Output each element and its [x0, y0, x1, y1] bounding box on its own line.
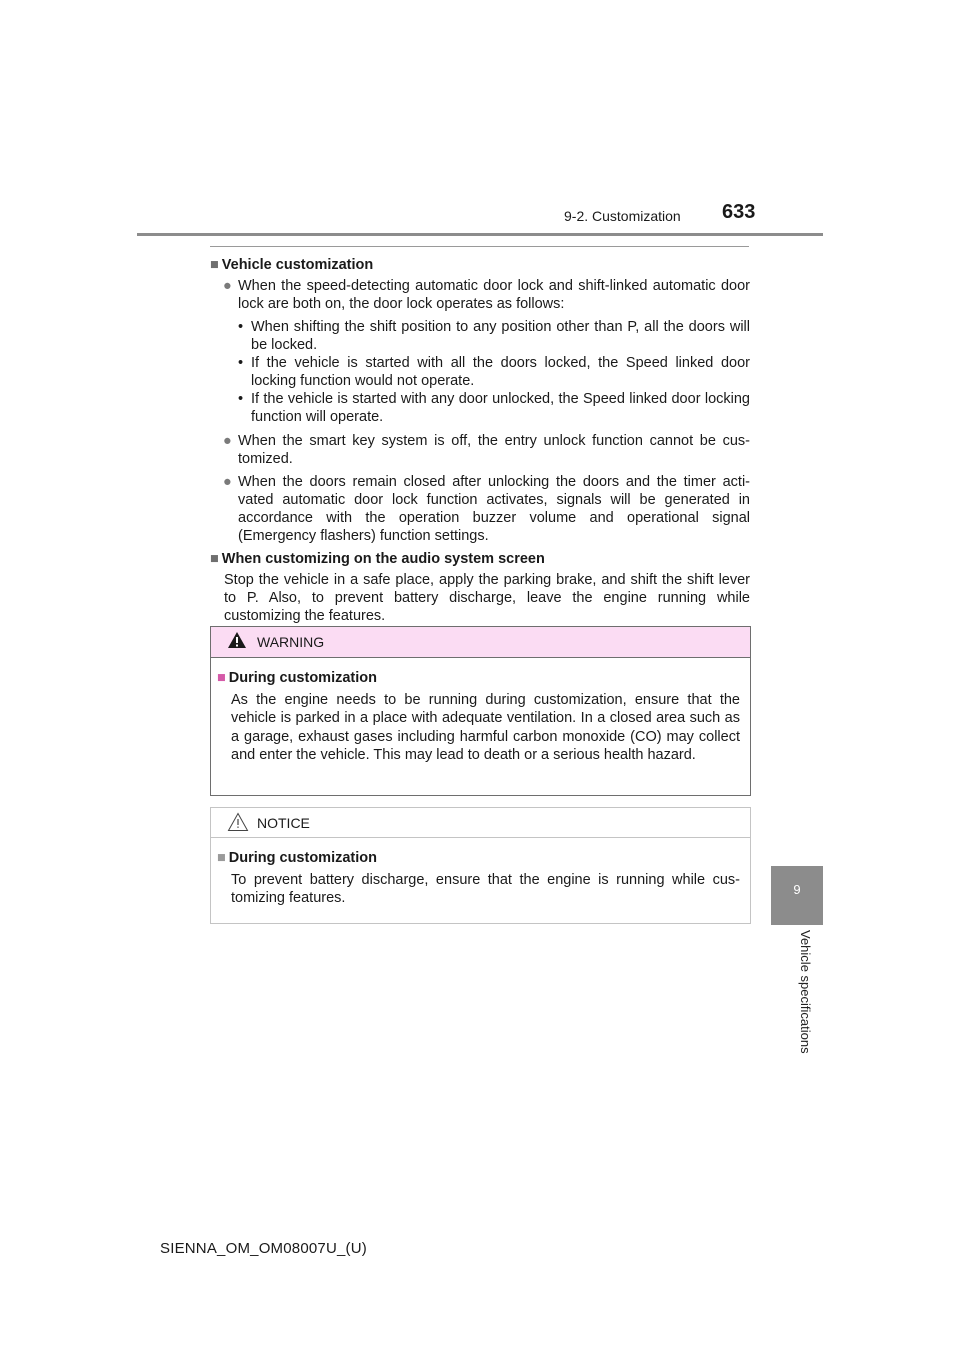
audio-customization-text: Stop the vehicle in a safe place, apply the parking brake, and shift the shift lever to P. Also, to prevent battery discharge, leave the engine running while customizing the features. — [224, 572, 750, 624]
circle-bullet-icon: ● — [223, 474, 232, 490]
list-item: ● When the doors remain closed after unlocking the doors and the timer acti- vated automatic door lock function activates, signals will be generated in accordance with the operation buzzer volume and operational signal (Emergency flashers) function settings. — [223, 474, 750, 544]
header-rule — [137, 233, 823, 236]
content-rule — [210, 246, 749, 247]
notice-header — [211, 808, 750, 838]
warning-box — [210, 626, 751, 796]
vehicle-customization-heading: ■ Vehicle customization — [210, 257, 374, 273]
notice-label: NOTICE — [257, 815, 310, 831]
document-footer: SIENNA_OM_OM08007U_(U) — [160, 1240, 367, 1257]
square-bullet-icon: ■ — [217, 850, 226, 866]
section-title: 9-2. Customization — [564, 208, 681, 224]
chapter-tab-number: 9 — [793, 882, 801, 897]
notice-body — [211, 838, 750, 908]
notice-heading: ■ During customization — [217, 850, 377, 866]
vehicle-customization-section — [210, 256, 750, 628]
audio-customization-heading: ■ When customizing on the audio system screen — [210, 551, 545, 567]
warning-header — [211, 627, 750, 658]
list-item: ● When the speed-detecting automatic door lock and shift-linked automatic door lock are both on, the door lock operates as follows: — [223, 278, 750, 312]
chapter-tab-label: Vehicle specifications — [798, 930, 813, 1054]
circle-bullet-icon: ● — [223, 278, 232, 294]
square-bullet-icon: ■ — [210, 257, 219, 273]
warning-heading: ■ During customization — [217, 670, 377, 686]
notice-triangle-icon — [227, 812, 249, 832]
square-bullet-icon: ■ — [210, 551, 219, 567]
sub-list — [210, 318, 750, 426]
warning-triangle-icon — [227, 631, 247, 649]
warning-label: WARNING — [257, 634, 325, 650]
dot-bullet-icon: • — [238, 391, 244, 407]
notice-text: To prevent battery discharge, ensure that the engine is running while cus- tomizing features. — [231, 871, 740, 906]
list-item: ● When the smart key system is off, the entry unlock function cannot be cus- tomized. — [223, 433, 750, 467]
sub-list-item: • When shifting the shift position to any position other than P, all the doors will be locked. — [238, 319, 750, 353]
page-number: 633 — [722, 201, 756, 223]
sub-list-item: • If the vehicle is started with any door unlocked, the Speed linked door locking function will operate. — [238, 391, 750, 425]
dot-bullet-icon: • — [238, 319, 244, 335]
circle-bullet-icon: ● — [223, 433, 232, 449]
warning-body — [211, 658, 750, 765]
warning-text: As the engine needs to be running during customization, ensure that the vehicle is parked in a place with adequate ventilation. In a closed area such as a garage, exhaust gases including harmful carbon monoxide (CO) may collect and enter the vehicle. This may lead to death or a serious health hazard. — [231, 691, 740, 763]
sub-list-item: • If the vehicle is started with all the doors locked, the Speed linked door locking function would not operate. — [238, 355, 750, 389]
square-bullet-icon: ■ — [217, 670, 226, 686]
notice-box — [210, 807, 751, 924]
dot-bullet-icon: • — [238, 355, 244, 371]
